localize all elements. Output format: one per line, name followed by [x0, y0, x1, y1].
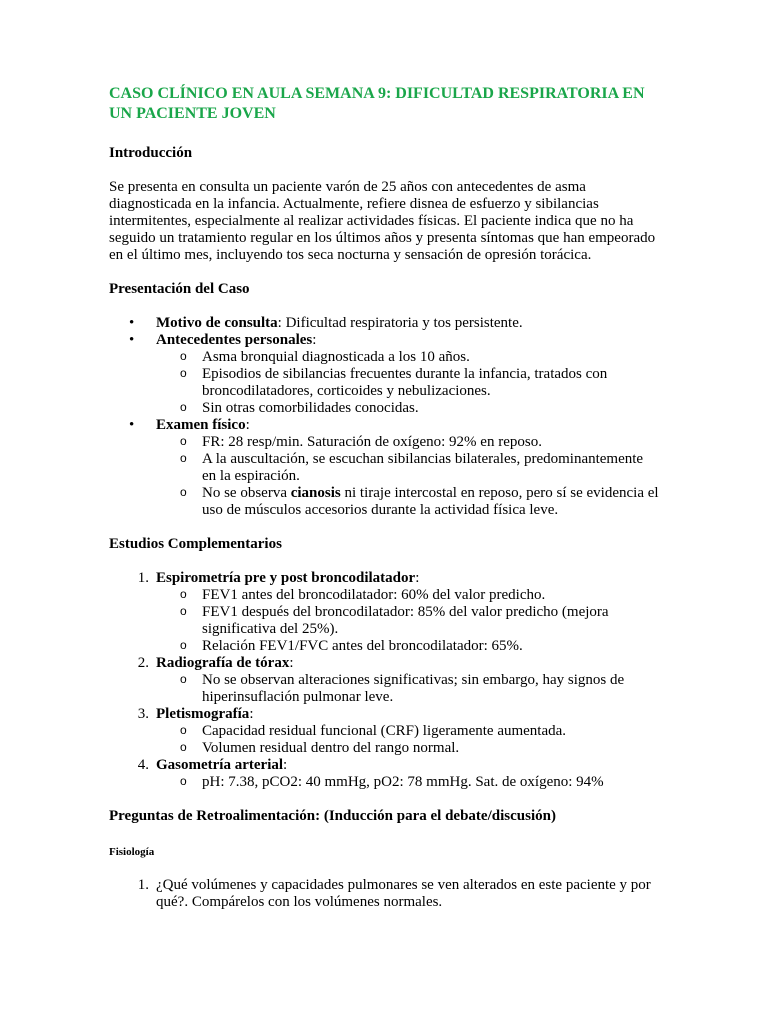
sub-item-text: ni tiraje intercostal en reposo, pero sí se evidencia el uso de músculos accesorios durante la actividad física leve. [202, 485, 659, 518]
sub-marker: o [180, 587, 187, 601]
sub-item [109, 740, 659, 757]
study-sublist [156, 774, 659, 791]
sub-item-text: No se observan alteraciones significativas; sin embargo, hay signos de hiperinsuflación pulmonar leve. [202, 672, 625, 705]
colon: : [289, 655, 294, 671]
sub-item [109, 604, 659, 638]
study-item [109, 757, 659, 791]
sub-marker: o [180, 740, 187, 754]
sub-item-text: pH: 7.38, pCO2: 40 mmHg, pO2: 78 mmHg. Sat. de oxígeno: 94% [202, 774, 604, 790]
study-item [109, 655, 659, 706]
cianosis-term: cianosis [290, 485, 341, 501]
case-list [109, 315, 659, 519]
sub-item-text: Episodios de sibilancias frecuentes durante la infancia, tratados con broncodilatadores, corticoides y nebulizaciones. [202, 366, 608, 399]
item-number: 1. [137, 877, 149, 893]
study-label: Gasometría arterial [156, 757, 284, 773]
study-label: Espirometría pre y post broncodilatador [156, 570, 416, 586]
study-sublist [156, 587, 659, 655]
sub-marker: o [180, 774, 187, 788]
sub-item [109, 451, 659, 485]
studies-heading: Estudios Complementarios [109, 536, 282, 552]
sub-item [109, 366, 659, 400]
intro-heading: Introducción [109, 145, 193, 161]
bullet-marker: • [129, 417, 135, 433]
sub-marker: o [180, 451, 187, 465]
motivo-text: : Dificultad respiratoria y tos persistente. [277, 315, 523, 331]
sub-item-text: A la auscultación, se escuchan sibilancias bilaterales, predominantemente en la espiración. [202, 451, 644, 484]
sub-marker: o [180, 485, 187, 499]
sub-item-text: Capacidad residual funcional (CRF) ligeramente aumentada. [202, 723, 567, 739]
examen-label: Examen físico [156, 417, 246, 433]
bullet-marker: • [129, 315, 135, 331]
sub-marker: o [180, 434, 187, 448]
sub-marker: o [180, 672, 187, 686]
sub-item-text: FR: 28 resp/min. Saturación de oxígeno: 92% en reposo. [202, 434, 542, 450]
sub-marker: o [180, 604, 187, 618]
item-number: 3. [137, 706, 149, 722]
list-item [109, 332, 659, 417]
sub-item-text: Asma bronquial diagnosticada a los 10 años. [202, 349, 470, 365]
antecedentes-sublist [156, 349, 659, 417]
item-number: 1. [137, 570, 149, 586]
examen-sublist [156, 434, 659, 519]
sub-item-text: No se observa [202, 485, 291, 501]
case-heading: Presentación del Caso [109, 281, 250, 297]
document-title: CASO CLÍNICO EN AULA SEMANA 9: DIFICULTAD RESPIRATORIA EN UN PACIENTE JOVEN [109, 85, 645, 122]
item-number: 4. [137, 757, 149, 773]
colon: : [415, 570, 420, 586]
feedback-heading: Preguntas de Retroalimentación: (Inducción para el debate/discusión) [109, 808, 556, 824]
colon: : [283, 757, 288, 773]
study-label: Pletismografía [156, 706, 250, 722]
study-item [109, 706, 659, 757]
study-sublist [156, 672, 659, 706]
bullet-marker: • [129, 332, 135, 348]
sub-item [109, 774, 659, 791]
sub-marker: o [180, 638, 187, 652]
question-text: ¿Qué volúmenes y capacidades pulmonares se ven alterados en este paciente y por qué?. Compárelos con los volúmenes normales. [156, 877, 651, 910]
sub-item [109, 434, 659, 451]
colon: : [245, 417, 250, 433]
sub-item [109, 672, 659, 706]
intro-paragraph: Se presenta en consulta un paciente varón de 25 años con antecedentes de asma diagnosticada en la infancia. Actualmente, refiere disnea de esfuerzo y sibilancias intermitentes, especialmente al realizar actividades físicas. El paciente indica que no ha seguido un tratamiento regular en los últimos años y presenta síntomas que han empeorado en el último mes, incluyendo tos seca nocturna y sensación de opresión torácica. [109, 179, 656, 263]
antecedentes-label: Antecedentes personales [156, 332, 313, 348]
list-item [109, 417, 659, 519]
sub-item [109, 638, 659, 655]
sub-item-text: Volumen residual dentro del rango normal. [202, 740, 460, 756]
study-label: Radiografía de tórax [156, 655, 290, 671]
motivo-label: Motivo de consulta [156, 315, 278, 331]
sub-marker: o [180, 349, 187, 363]
document-page [109, 84, 659, 911]
sub-item-text: FEV1 después del broncodilatador: 85% del valor predicho (mejora significativa del 25%). [202, 604, 609, 637]
sub-marker: o [180, 400, 187, 414]
study-sublist [156, 723, 659, 757]
list-item [109, 315, 659, 332]
colon: : [249, 706, 254, 722]
sub-item-text: FEV1 antes del broncodilatador: 60% del valor predicho. [202, 587, 546, 603]
sub-item-text: Sin otras comorbilidades conocidas. [202, 400, 419, 416]
sub-item [109, 400, 659, 417]
sub-marker: o [180, 366, 187, 380]
sub-item [109, 349, 659, 366]
colon: : [312, 332, 317, 348]
study-item [109, 570, 659, 655]
question-item [109, 877, 659, 911]
item-number: 2. [137, 655, 149, 671]
sub-item-text: Relación FEV1/FVC antes del broncodilatador: 65%. [202, 638, 523, 654]
sub-item [109, 587, 659, 604]
sub-item [109, 485, 659, 519]
sub-marker: o [180, 723, 187, 737]
sub-item [109, 723, 659, 740]
fisiologia-heading: Fisiología [109, 846, 155, 858]
questions-list [109, 877, 659, 911]
studies-list [109, 570, 659, 791]
